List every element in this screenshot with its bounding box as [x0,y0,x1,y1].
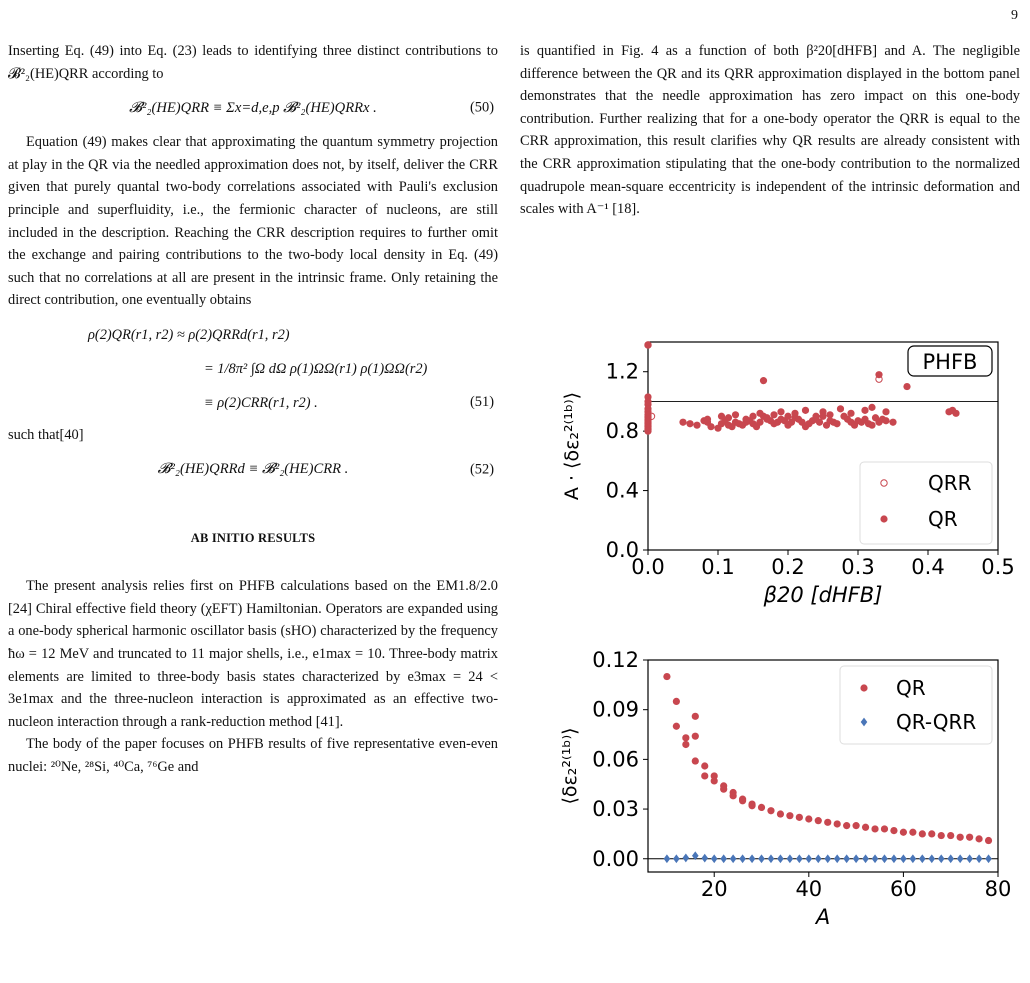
bottom-point-qr [890,827,897,834]
bottom-point-qr [824,819,831,826]
top-point-qr [882,417,889,424]
bottom-x-tick-label: 80 [984,877,1012,901]
bottom-point-qr-qrr [739,854,746,863]
bottom-point-qr [928,830,935,837]
top-point-qr [718,413,725,420]
right-column [520,40,1020,221]
chart-top-beta20 [520,330,1020,630]
bottom-point-qr [919,830,926,837]
top-point-qr [952,410,959,417]
bottom-point-qr-qrr [711,854,718,863]
top-point-qr [732,411,739,418]
bottom-point-qr [871,825,878,832]
bottom-point-qr [947,832,954,839]
top-legend-marker-qrr [881,480,887,486]
top-point-qr [756,410,763,417]
bottom-x-axis-label: A [815,905,831,929]
bottom-point-qr [796,814,803,821]
paragraph-nuclei: The body of the paper focuses on PHFB results of five representative even-even nuclei: ²⁰Ne, ²⁸Si, ⁴⁰Ca, ⁷⁶Ge and [8,736,498,775]
top-point-qr [802,407,809,414]
left-column [8,40,498,778]
bottom-point-qr-qrr [947,854,954,863]
top-point-qr [819,408,826,415]
bottom-point-qr-qrr [777,854,784,863]
bottom-point-qr-qrr [683,854,690,863]
top-legend-marker-qr [880,515,887,522]
bottom-point-qr [938,832,945,839]
equation-51-line-1: ρ(2)QR(r1, r2) ≈ ρ(2)QRRd(r1, r2) [88,326,290,343]
top-point-qr [749,413,756,420]
top-point-qr [679,419,686,426]
top-point-qr [837,405,844,412]
bottom-point-qr [805,815,812,822]
bottom-point-qr [966,834,973,841]
paragraph-analysis: The present analysis relies first on PHFB calculations based on the EM1.8/2.0 [24] Chiral effective field theory (χEFT) Hamiltonian. Operators are expanded using a one-body spherical harmonic oscillator basis (sHO) characterized by the frequency ħω = 12 MeV and truncated to 11 major shells, i.e., e1max = 10. Three-body matrix elements are limited to three-body basis states characterized by e3max = 24 < 3e1max and the three-nucleon interaction is approximated as an effective two-nucleon interaction through a rank-reduction method [41]. [8,578,498,730]
bottom-point-qr-qrr [900,854,907,863]
top-point-qr [861,407,868,414]
paragraph-needle: Equation (49) makes clear that approximating the quantum symmetry projection at play in the QR via the needled approximation does not, by itself, deliver the CRR given that purely quantal two-body correlations associated with Pauli's exclusion principle and superfluidity, i.e., the fermionic character of nucleons, are still included in the description. Reaching the CRR description requires to further omit the exchange and pairing contributions to the two-body local density in Eq. (49) such that no correlations at all are present in the intrinsic frame. Only retaining the direct contribution, one eventually obtains [8,134,498,309]
top-y-tick-label: 0.8 [605,419,639,444]
top-x-tick-label: 0.1 [701,555,735,579]
bottom-point-qr [748,802,755,809]
bottom-point-qr-qrr [824,854,831,863]
bottom-point-qr-qrr [806,854,813,863]
chart-bottom-mass-number [520,640,1020,980]
top-point-qr [847,410,854,417]
top-point-qr [889,419,896,426]
bottom-point-qr [900,829,907,836]
bottom-point-qr [786,812,793,819]
bottom-legend-label-qr: QR [896,676,926,700]
bottom-point-qr-qrr [985,854,992,863]
bottom-point-qr [663,673,670,680]
top-point-qr [704,416,711,423]
bottom-point-qr-qrr [815,854,822,863]
bottom-x-tick-label: 60 [890,877,917,901]
bottom-point-qr [692,713,699,720]
bottom-point-qr-qrr [758,854,765,863]
top-box-label: PHFB [922,350,978,374]
bottom-point-qr-qrr [910,854,917,863]
bottom-point-qr-qrr [796,854,803,863]
equation-51-line-3: ≡ ρ(2)CRR(r1, r2) . [204,394,318,411]
bottom-y-tick-label: 0.06 [592,747,639,772]
top-x-tick-label: 0.2 [771,555,805,579]
bottom-point-qr-qrr [928,854,935,863]
top-x-tick-label: 0.0 [631,555,665,579]
bottom-point-qr [767,807,774,814]
top-legend-label-qrr: QRR [928,471,972,495]
top-y-tick-label: 0.4 [605,478,639,503]
top-point-qr [875,371,882,378]
top-x-axis-label: β20 [dHFB] [763,583,883,607]
top-y-axis-label: A · ⟨δε₂²⁽¹ᵇ⁾⟩ [561,391,583,501]
top-x-tick-label: 0.5 [981,555,1015,579]
bottom-y-tick-label: 0.03 [592,797,639,822]
bottom-point-qr [692,733,699,740]
bottom-point-qr-qrr [843,854,850,863]
top-point-qr [868,404,875,411]
bottom-x-tick-label: 20 [700,877,728,901]
page-number: 9 [1011,8,1018,23]
bottom-point-qr [711,777,718,784]
equation-50-body: 𝓑²₂(HE)QRR ≡ Σx=d,e,p 𝓑²₂(HE)QRRx . [129,99,377,116]
top-point-qr [791,410,798,417]
top-point-qr [882,408,889,415]
bottom-y-axis-label: ⟨δε₂²⁽¹ᵇ⁾⟩ [559,727,581,805]
bottom-point-qr [682,734,689,741]
equation-51-line-2: = 1/8π² ∫Ω dΩ ρ(1)ΩΩ(r1) ρ(1)ΩΩ(r2) [204,360,428,377]
bottom-point-qr [673,698,680,705]
bottom-point-qr-qrr [919,854,926,863]
paragraph-figure-4: is quantified in Fig. 4 as a function of both β²20[dHFB] and A. The negligible difference between the QR and its QRR approximation displayed in the bottom panel demonstrates that the needle approximation has zero impact on this one-body contribution. Further realizing that for a one-body operator the QRR is equal to the CRR approximation, this result clarifies why QR results are already consistent with the CRR approximation stipulating that the one-body contribution to the normalized quadrupole mean-square eccentricity is independent of the intrinsic deformation and scales with A⁻¹ [18]. [520,43,1020,218]
top-point-qr [725,414,732,421]
top-point-qr [644,341,651,348]
top-y-tick-label: 0.0 [605,538,639,562]
bottom-legend-marker-qr [860,684,867,691]
equation-52 [8,447,498,493]
bottom-point-qr-qrr [976,854,983,863]
bottom-point-qr-qrr [938,854,945,863]
top-point-qr [868,422,875,429]
top-legend-label-qr: QR [928,507,958,531]
bottom-point-qr-qrr [730,854,737,863]
paragraph-such-that: such that[40] [8,426,84,443]
bottom-point-qr [834,820,841,827]
bottom-point-qr [777,810,784,817]
bottom-point-qr-qrr [966,854,973,863]
bottom-y-tick-label: 0.12 [592,648,639,672]
bottom-point-qr [843,822,850,829]
bottom-point-qr [862,824,869,831]
bottom-x-tick-label: 40 [795,877,823,901]
bottom-point-qr [720,786,727,793]
bottom-point-qr [815,817,822,824]
bottom-point-qr [682,741,689,748]
bottom-point-qr-qrr [749,854,756,863]
top-point-qr [742,416,749,423]
equation-52-number: (52) [470,461,494,478]
bottom-point-qr [758,804,765,811]
bottom-point-qr-qrr [853,854,860,863]
top-point-qr [903,383,910,390]
section-heading: AB INITIO RESULTS [190,530,316,545]
top-point-qr [686,420,693,427]
bottom-point-qr-qrr [664,854,671,863]
bottom-point-qr [730,792,737,799]
bottom-y-tick-label: 0.00 [592,846,639,871]
top-point-qr [784,413,791,420]
top-x-tick-label: 0.3 [841,555,875,579]
bottom-point-qr-qrr [701,854,708,863]
top-legend-frame [860,462,992,544]
equation-51 [8,318,498,420]
equation-50 [8,85,498,131]
bottom-point-qr [881,825,888,832]
bottom-point-qr [673,723,680,730]
bottom-point-qr [957,834,964,841]
top-point-qr [707,423,714,430]
bottom-point-qr [853,822,860,829]
top-point-qr [833,420,840,427]
top-point-qr [644,428,651,435]
top-point-qr [763,414,770,421]
bottom-point-qr-qrr [720,854,727,863]
top-point-qr [770,411,777,418]
bottom-y-tick-label: 0.09 [592,697,639,722]
bottom-point-qr [739,797,746,804]
bottom-point-qr-qrr [881,854,888,863]
top-point-qr [693,422,700,429]
bottom-point-qr [701,772,708,779]
equation-51-number: (51) [470,394,494,411]
bottom-point-qr-qrr [891,854,898,863]
top-point-qr [777,408,784,415]
bottom-point-qr-qrr [872,854,879,863]
equation-52-body: 𝓑²₂(HE)QRRd ≡ 𝓑²₂(HE)CRR . [157,461,349,478]
bottom-point-qr-qrr [862,854,869,863]
bottom-legend-label-qr-qrr: QR-QRR [896,710,977,734]
bottom-point-qr-qrr [957,854,964,863]
top-x-tick-label: 0.4 [911,555,945,579]
top-y-tick-label: 1.2 [605,359,639,384]
bottom-point-qr-qrr [834,854,841,863]
bottom-point-qr [692,757,699,764]
bottom-point-qr [701,762,708,769]
bottom-series-qr-qrr [664,851,992,863]
top-point-qr [826,411,833,418]
paragraph-intro: Inserting Eq. (49) into Eq. (23) leads to identifying three distinct contributions to 𝓑²₂(HE)QRR according to [8,43,498,82]
top-point-qr [760,377,767,384]
bottom-point-qr-qrr [673,854,680,863]
bottom-point-qr [975,835,982,842]
bottom-point-qr-qrr [787,854,794,863]
bottom-point-qr-qrr [768,854,775,863]
top-point-qr [812,413,819,420]
bottom-point-qr [909,829,916,836]
equation-50-number: (50) [470,99,494,116]
bottom-point-qr [985,837,992,844]
